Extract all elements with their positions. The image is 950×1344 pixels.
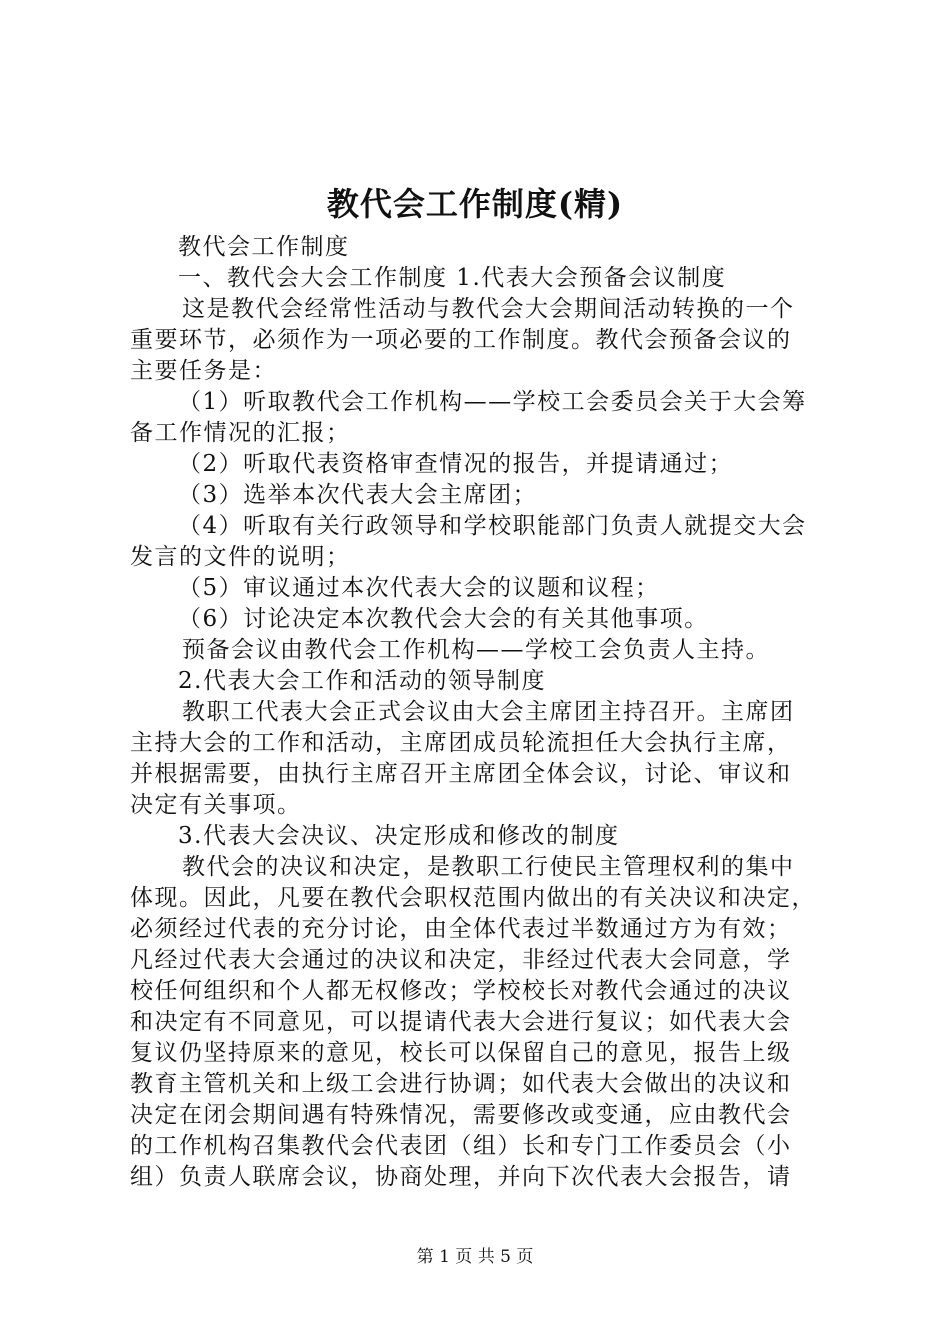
paragraph-line: （2）听取代表资格审查情况的报告，并提请通过； — [178, 451, 734, 477]
paragraph-line: 备工作情况的汇报； — [130, 420, 351, 446]
paragraph-line: 一、教代会大会工作制度 1.代表大会预备会议制度 — [178, 265, 727, 291]
paragraph-line: （4）听取有关行政领导和学校职能部门负责人就提交大会 — [178, 513, 807, 539]
section-heading: 3.代表大会决议、决定形成和修改的制度 — [178, 823, 620, 849]
paragraph-line: 教代会的决议和决定，是教职工行使民主管理权利的集中 — [182, 854, 795, 880]
paragraph-line: 发言的文件的说明； — [130, 544, 351, 570]
paragraph-line: 这是教代会经常性活动与教代会大会期间活动转换的一个 — [182, 296, 795, 322]
paragraph-line: 组）负责人联席会议，协商处理，并向下次代表大会报告，请 — [130, 1164, 792, 1190]
paragraph-line: 校任何组织和个人都无权修改；学校校长对教代会通过的决议 — [130, 978, 792, 1004]
paragraph-line: 教育主管机关和上级工会进行协调；如代表大会做出的决议和 — [130, 1071, 792, 1097]
page-footer: 第 1 页 共 5 页 — [416, 1247, 534, 1267]
paragraph-line: 教代会工作制度 — [178, 234, 350, 260]
paragraph-line: 凡经过代表大会通过的决议和决定，非经过代表大会同意，学 — [130, 947, 792, 973]
section-heading: 2.代表大会工作和活动的领导制度 — [178, 668, 546, 694]
paragraph-line: 决定在闭会期间遇有特殊情况，需要修改或变通，应由教代会 — [130, 1102, 792, 1128]
paragraph-line: 教职工代表大会正式会议由大会主席团主持召开。主席团 — [182, 699, 795, 725]
paragraph-line: 必须经过代表的充分讨论，由全体代表过半数通过方为有效； — [130, 916, 792, 942]
paragraph-line: 的工作机构召集教代会代表团（组）长和专门工作委员会（小 — [130, 1133, 792, 1159]
paragraph-line: 决定有关事项。 — [130, 792, 302, 818]
paragraph-line: （3）选举本次代表大会主席团； — [178, 482, 538, 508]
paragraph-line: 复议仍坚持原来的意见，校长可以保留自己的意见，报告上级 — [130, 1040, 792, 1066]
paragraph-line: 体现。因此，凡要在教代会职权范围内做出的有关决议和决定， — [130, 885, 816, 911]
document-body — [130, 232, 830, 1193]
paragraph-line: （6）讨论决定本次教代会大会的有关其他事项。 — [178, 606, 709, 632]
paragraph-line: （5）审议通过本次代表大会的议题和议程； — [178, 575, 660, 601]
paragraph-line: 主持大会的工作和活动，主席团成员轮流担任大会执行主席， — [130, 730, 792, 756]
paragraph-line: （1）听取教代会工作机构——学校工会委员会关于大会筹 — [178, 389, 807, 415]
paragraph-line: 主要任务是： — [130, 358, 277, 384]
paragraph-line: 和决定有不同意见，可以提请代表大会进行复议；如代表大会 — [130, 1009, 792, 1035]
paragraph-line: 并根据需要，由执行主席召开主席团全体会议，讨论、审议和 — [130, 761, 792, 787]
paragraph-line: 重要环节，必须作为一项必要的工作制度。教代会预备会议的 — [130, 327, 792, 353]
paragraph-line: 预备会议由教代会工作机构——学校工会负责人主持。 — [182, 637, 770, 663]
document-title: 教代会工作制度(精) — [326, 185, 624, 223]
